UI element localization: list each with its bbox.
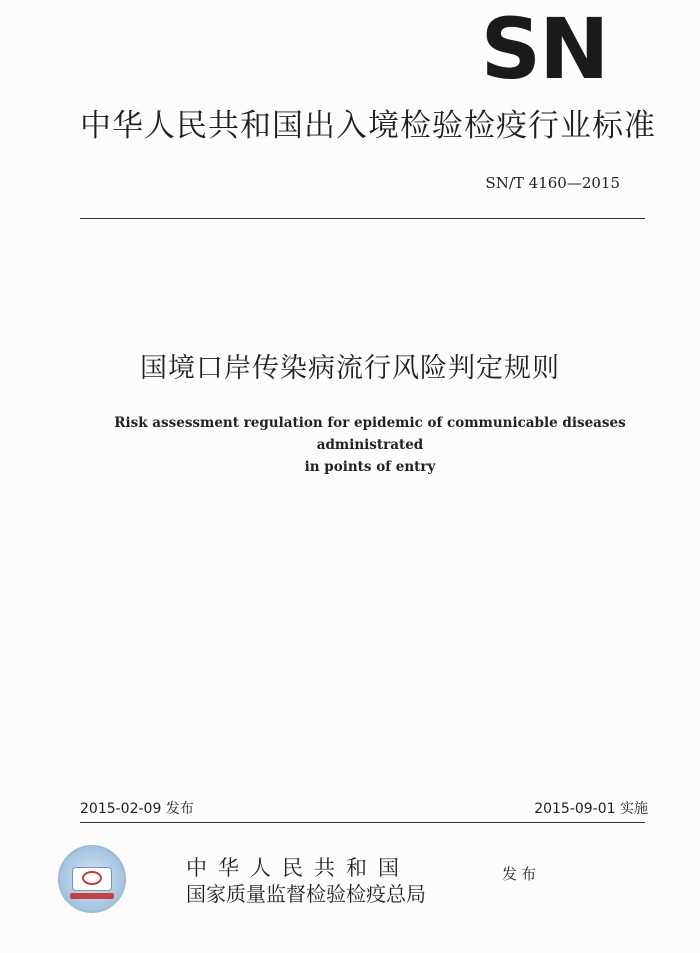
title-english xyxy=(60,412,680,478)
anti-counterfeit-seal-icon xyxy=(58,845,126,913)
issue-date: 2015-02-09 发布 xyxy=(80,801,194,817)
title-english-line-2: in points of entry xyxy=(304,459,436,475)
bottom-divider xyxy=(80,822,645,823)
issuer-line-2: 国家质量监督检验检疫总局 xyxy=(186,882,426,906)
standard-code: SN/T 4160—2015 xyxy=(485,174,620,192)
top-divider xyxy=(80,218,645,219)
issuing-authority xyxy=(186,855,486,907)
title-chinese: 国境口岸传染病流行风险判定规则 xyxy=(140,353,560,384)
issuer-line-1: 中华人民共和国 xyxy=(186,856,410,880)
standard-category: 中华人民共和国出入境检验检疫行业标准 xyxy=(80,108,656,144)
implementation-date: 2015-09-01 实施 xyxy=(534,801,648,817)
seal-emblem xyxy=(82,871,102,885)
sn-logo: SN xyxy=(480,14,608,84)
issued-label: 发布 xyxy=(502,865,541,883)
seal-bar xyxy=(70,893,114,899)
title-english-line-1: Risk assessment regulation for epidemic of communicable diseases administrated xyxy=(114,415,626,453)
